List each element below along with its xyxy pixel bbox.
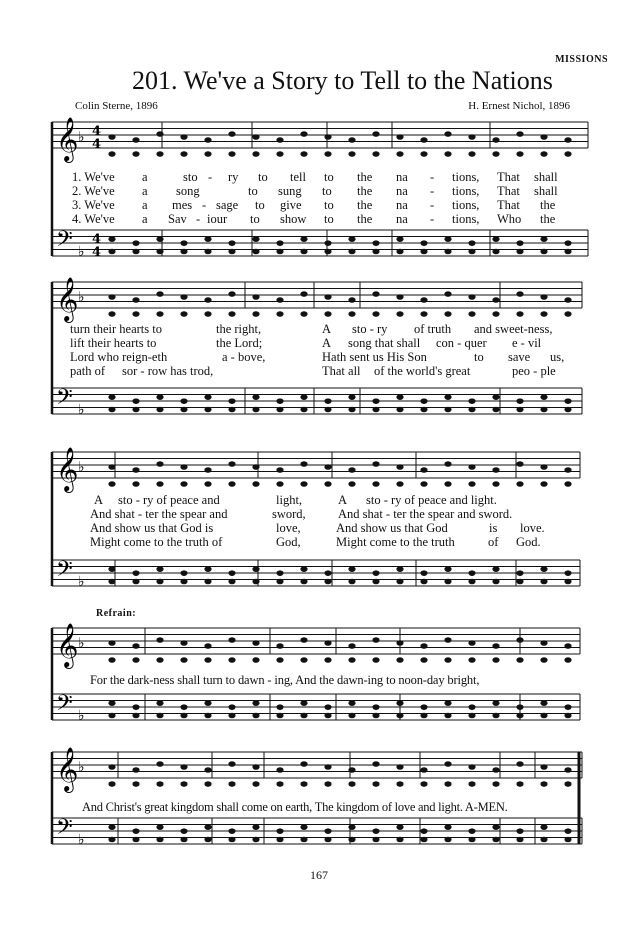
flat-key-signature-icon: ♭ <box>78 129 85 146</box>
lyricist-credit: Colin Sterne, 1896 <box>75 100 158 112</box>
flat-key-signature-icon: ♭ <box>78 759 85 776</box>
flat-key-signature-icon: ♭ <box>78 635 85 652</box>
svg-text:4: 4 <box>92 232 102 247</box>
bass-clef-icon: 𝄢 <box>56 385 73 415</box>
bass-clef-icon: 𝄢 <box>56 691 73 721</box>
refrain-line-2: And Christ's great kingdom shall come on earth, The kingdom of love and light. A-MEN. <box>82 800 508 814</box>
hymn-number: 201. <box>132 66 178 95</box>
svg-text:4: 4 <box>92 124 102 139</box>
flat-key-signature-icon: ♭ <box>78 708 85 724</box>
flat-key-signature-icon: ♭ <box>78 832 85 848</box>
section-heading: MISSIONS <box>555 54 608 65</box>
composer-credit: H. Ernest Nichol, 1896 <box>468 100 570 112</box>
flat-key-signature-icon: ♭ <box>78 459 85 476</box>
flat-key-signature-icon: ♭ <box>78 402 85 418</box>
treble-clef-icon: 𝄞 <box>56 447 79 491</box>
treble-clef-icon: 𝄞 <box>56 623 79 667</box>
svg-text:4: 4 <box>92 245 102 260</box>
page-number: 167 <box>310 868 328 882</box>
svg-text:4: 4 <box>92 137 102 152</box>
treble-clef-icon: 𝄞 <box>56 117 79 161</box>
flat-key-signature-icon: ♭ <box>78 244 85 260</box>
refrain-line-1: For the dark-ness shall turn to dawn - ing, And the dawn-ing to noon-day bright, <box>90 673 480 687</box>
bass-clef-icon: 𝄢 <box>56 557 73 587</box>
flat-key-signature-icon: ♭ <box>78 289 85 306</box>
refrain-label: Refrain: <box>96 608 137 619</box>
treble-clef-icon: 𝄞 <box>56 747 79 791</box>
flat-key-signature-icon: ♭ <box>78 574 85 590</box>
hymn-title-text: We've a Story to Tell to the Nations <box>183 66 553 95</box>
bass-clef-icon: 𝄢 <box>56 815 73 845</box>
treble-clef-icon: 𝄞 <box>56 277 79 321</box>
bass-clef-icon: 𝄢 <box>56 227 73 257</box>
